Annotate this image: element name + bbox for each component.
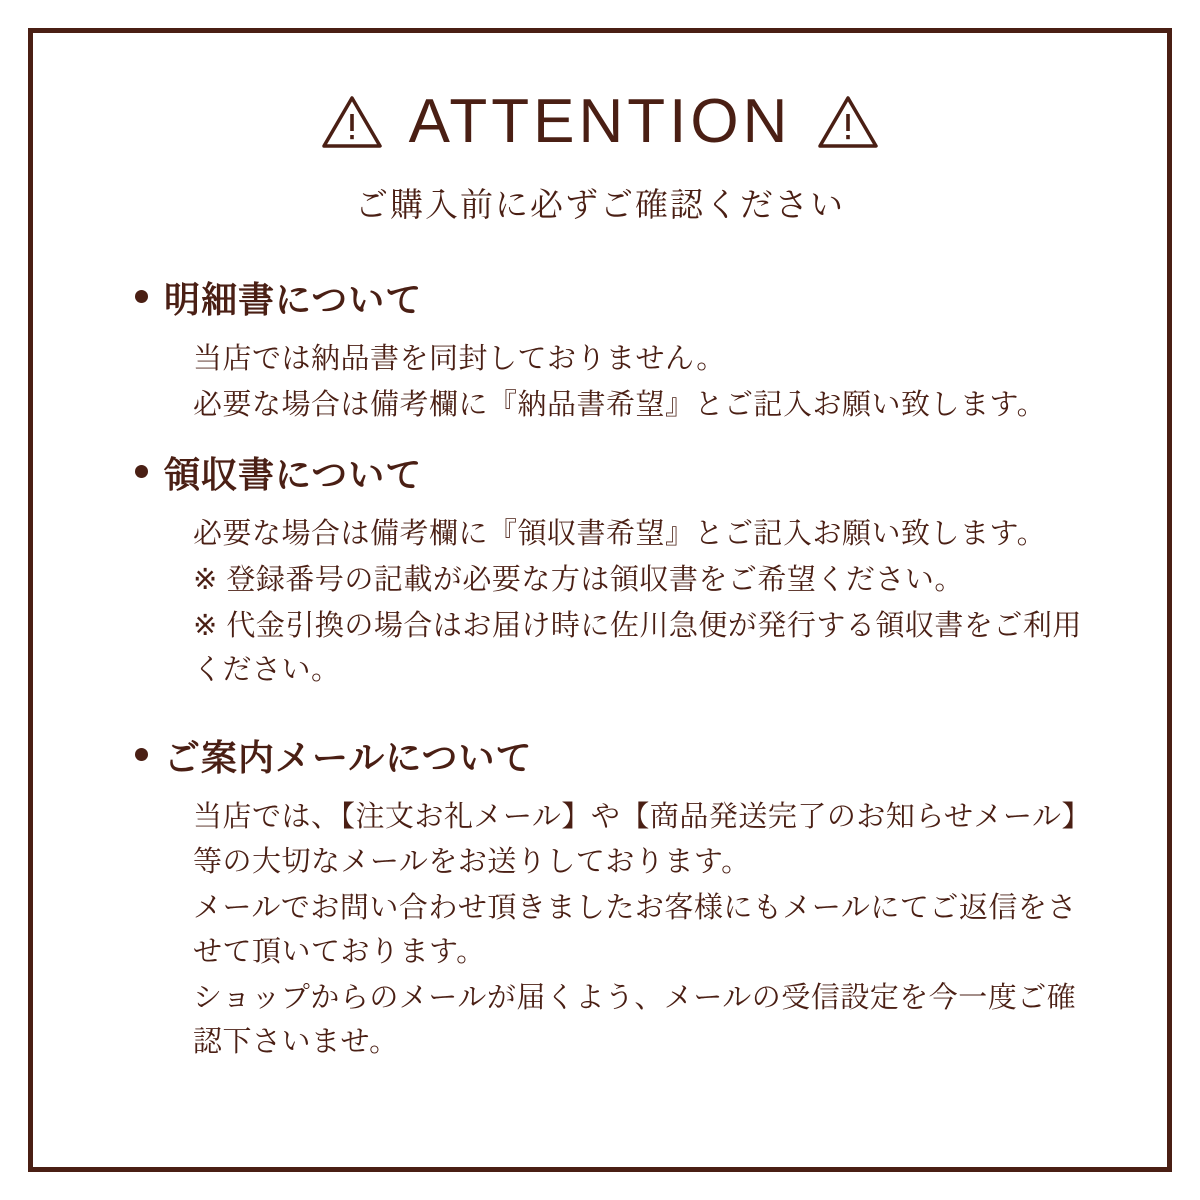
section-heading xyxy=(113,447,1095,498)
bullet-dot-icon xyxy=(135,290,148,303)
notice-frame xyxy=(28,28,1172,1172)
body-line: メールでお問い合わせ頂きましたお客様にもメールにてご返信をさせて頂いております。 xyxy=(193,891,1077,968)
section-body xyxy=(113,337,1095,427)
body-line: 必要な場合は備考欄に『領収書希望』とご記入お願い致します。 xyxy=(193,518,1047,551)
title-row xyxy=(105,87,1095,156)
section-heading xyxy=(113,730,1095,781)
section-meisaisho xyxy=(113,272,1095,427)
section-body xyxy=(113,795,1095,1063)
section-heading xyxy=(113,272,1095,323)
bullet-dot-icon xyxy=(135,748,148,761)
section-annai-mail xyxy=(113,730,1095,1063)
body-line: 必要な場合は備考欄に『納品書希望』とご記入お願い致します。 xyxy=(193,389,1047,422)
bullet-dot-icon xyxy=(135,465,148,478)
section-ryoshusho xyxy=(113,447,1095,692)
page-subtitle: ご購入前に必ずご確認ください xyxy=(355,186,845,223)
body-line: 当店では納品書を同封しておりません。 xyxy=(193,343,726,375)
body-line: 当店では、【注文お礼メール】や【商品発送完了のお知らせメール】等の大切なメールをお送りしております。 xyxy=(193,801,1091,878)
section-heading-label: 領収書について xyxy=(164,454,423,496)
section-heading-label: 明細書について xyxy=(164,279,423,320)
section-heading-label: ご案内メールについて xyxy=(164,737,533,779)
warning-triangle-icon xyxy=(321,94,383,150)
body-line: ショップからのメールが届くよう、メールの受信設定を今一度ご確認下さいませ。 xyxy=(193,981,1077,1058)
body-line: ※ 登録番号の記載が必要な方は領収書をご希望ください。 xyxy=(193,564,964,597)
notice-sections xyxy=(105,272,1095,1064)
page-title: ATTENTION xyxy=(408,87,792,156)
notice-header xyxy=(105,87,1095,226)
warning-triangle-icon xyxy=(817,94,879,150)
body-line: ※ 代金引換の場合はお届け時に佐川急便が発行する領収書をご利用ください。 xyxy=(193,610,1082,687)
section-body xyxy=(113,512,1095,692)
